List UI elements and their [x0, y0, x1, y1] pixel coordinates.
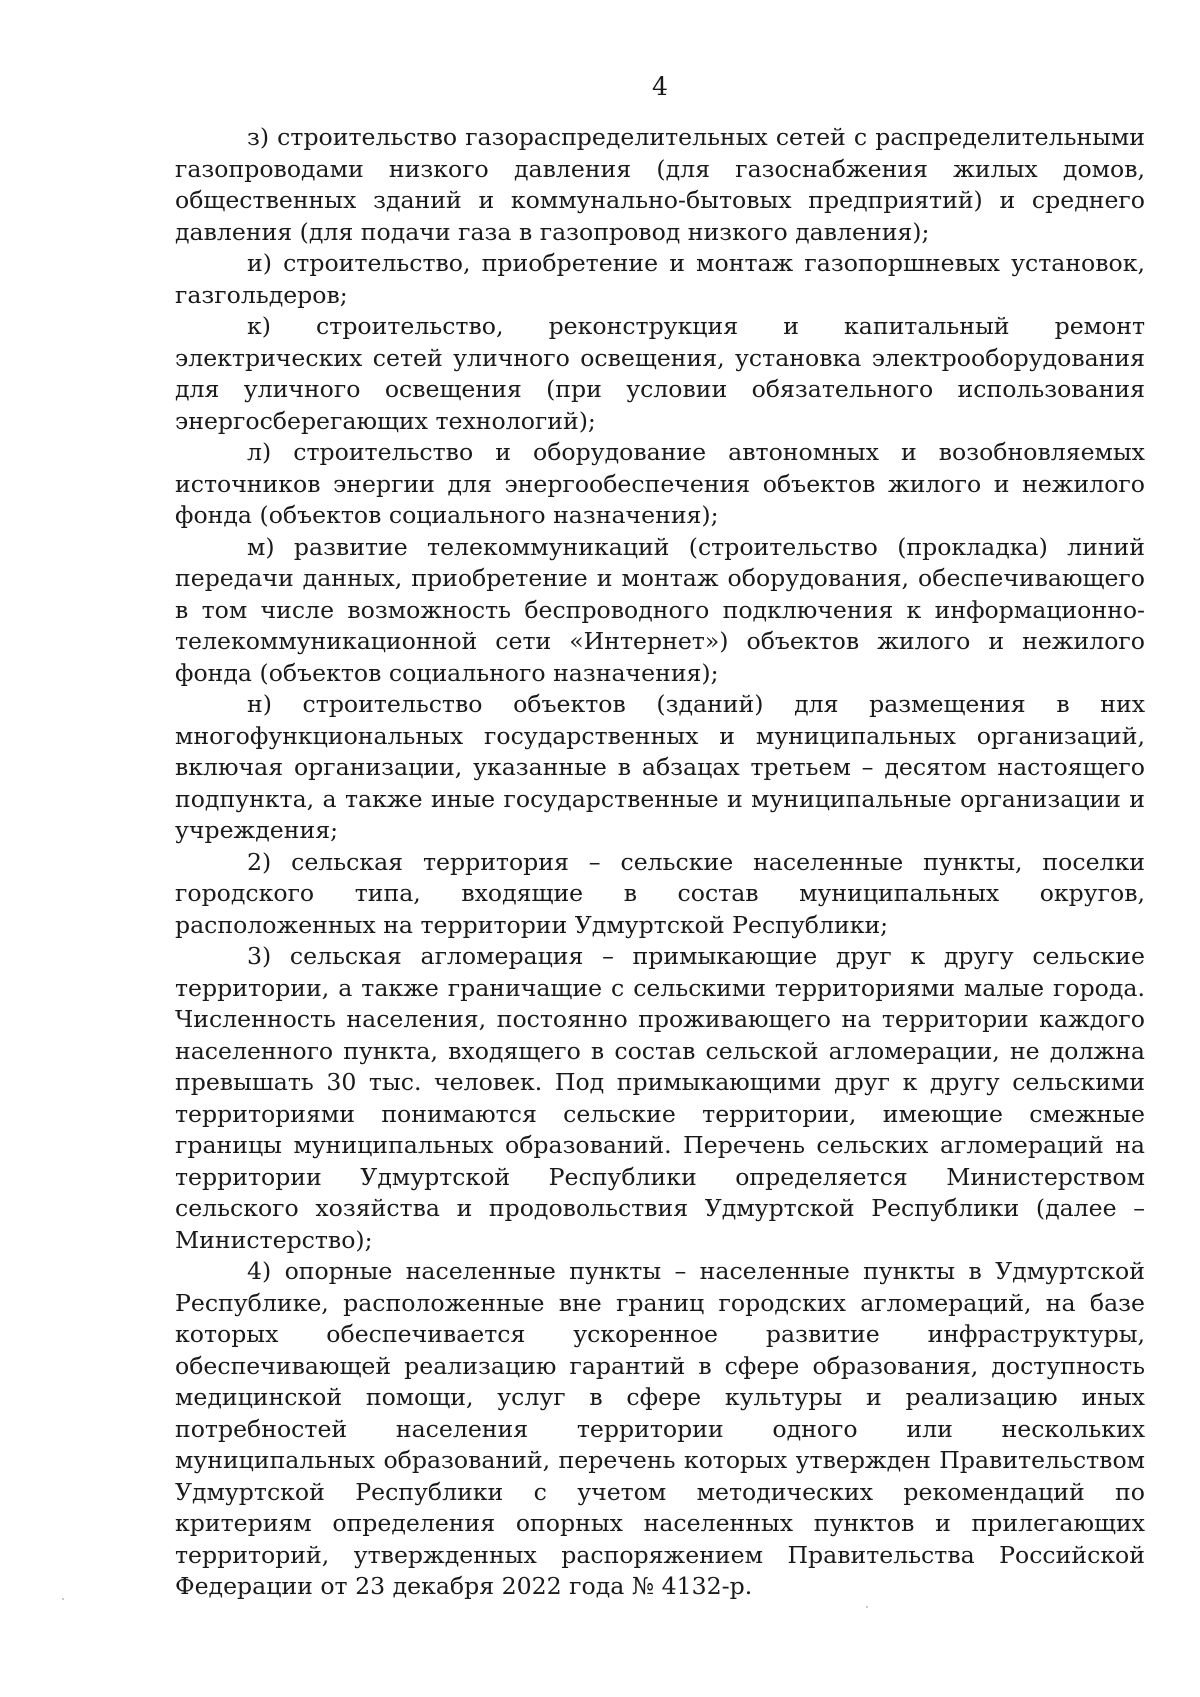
paragraph-2-rural-territory: 2) сельская территория – сельские населенные пункты, поселки городского типа, входящие в состав муниципальных округов, расположенных на территории Удмуртской Республики;: [175, 847, 1145, 939]
page-number: 4: [652, 72, 668, 101]
paragraph-3-rural-agglomeration: 3) сельская агломерация – примыкающие друг к другу сельские территории, а также граничащие с сельскими территориями малые города. Численность населения, постоянно проживающего на территории каждого населенного пункта, входящего в состав сельской агломерации, не должна превышать 30 тыс. человек. Под примыкающими друг к другу сельскими территориями понимаются сельские территории, имеющие смежные границы муниципальных образований. Перечень сельских агломераций на территории Удмуртской Республики определяется Министерством сельского хозяйства и продовольствия Удмуртской Республики (далее – Министерство);: [175, 942, 1145, 1254]
paragraph-4-support-settlements: 4) опорные населенные пункты – населенные пункты в Удмуртской Республике, расположенные вне границ городских агломераций, на базе которых обеспечивается ускоренное развитие инфраструктуры, обеспечивающей реализацию гарантий в сфере образования, доступность медицинской помощи, услуг в сфере культуры и реализацию иных потребностей населения территории одного или нескольких муниципальных образований, перечень которых утвержден Правительством Удмуртской Республики с учетом методических рекомендаций по критериям определения опорных населенных пунктов и прилегающих территорий, утвержденных распоряжением Правительства Российской Федерации от 23 декабря 2022 года № 4132-р.: [175, 1257, 1145, 1600]
paragraph-z: з) строительство газораспределительных сетей с распределительными газопроводами низкого давления (для газоснабжения жилых домов, общественных зданий и коммунально-бытовых предприятий) и среднего давления (для подачи газа в газопровод низкого давления);: [175, 123, 1145, 246]
paragraph-m: м) развитие телекоммуникаций (строительство (прокладка) линий передачи данных, приобретение и монтаж оборудования, обеспечивающего в том числе возможность беспроводного подключения к информационно-телекоммуникационной сети «Интернет») объектов жилого и нежилого фонда (объектов социального назначения);: [175, 532, 1145, 687]
document-body: [175, 122, 1145, 1603]
paragraph-l: л) строительство и оборудование автономных и возобновляемых источников энергии для энергообеспечения объектов жилого и нежилого фонда (объектов социального назначения);: [175, 438, 1145, 529]
scan-speck: [62, 1598, 64, 1600]
paragraph-i: и) строительство, приобретение и монтаж газопоршневых установок, газгольдеров;: [175, 249, 1145, 309]
paragraph-n: н) строительство объектов (зданий) для размещения в них многофункциональных государственных и муниципальных организаций, включая организации, указанные в абзацах третьем – десятом настоящего подпункта, а также иные государственные и муниципальные организации и учреждения;: [175, 690, 1145, 844]
scan-speck: [866, 1606, 868, 1608]
paragraph-k: к) строительство, реконструкция и капитальный ремонт электрических сетей уличного освещения, установка электрооборудования для уличного освещения (при условии обязательного использования энергосберегающих технологий);: [175, 312, 1145, 435]
